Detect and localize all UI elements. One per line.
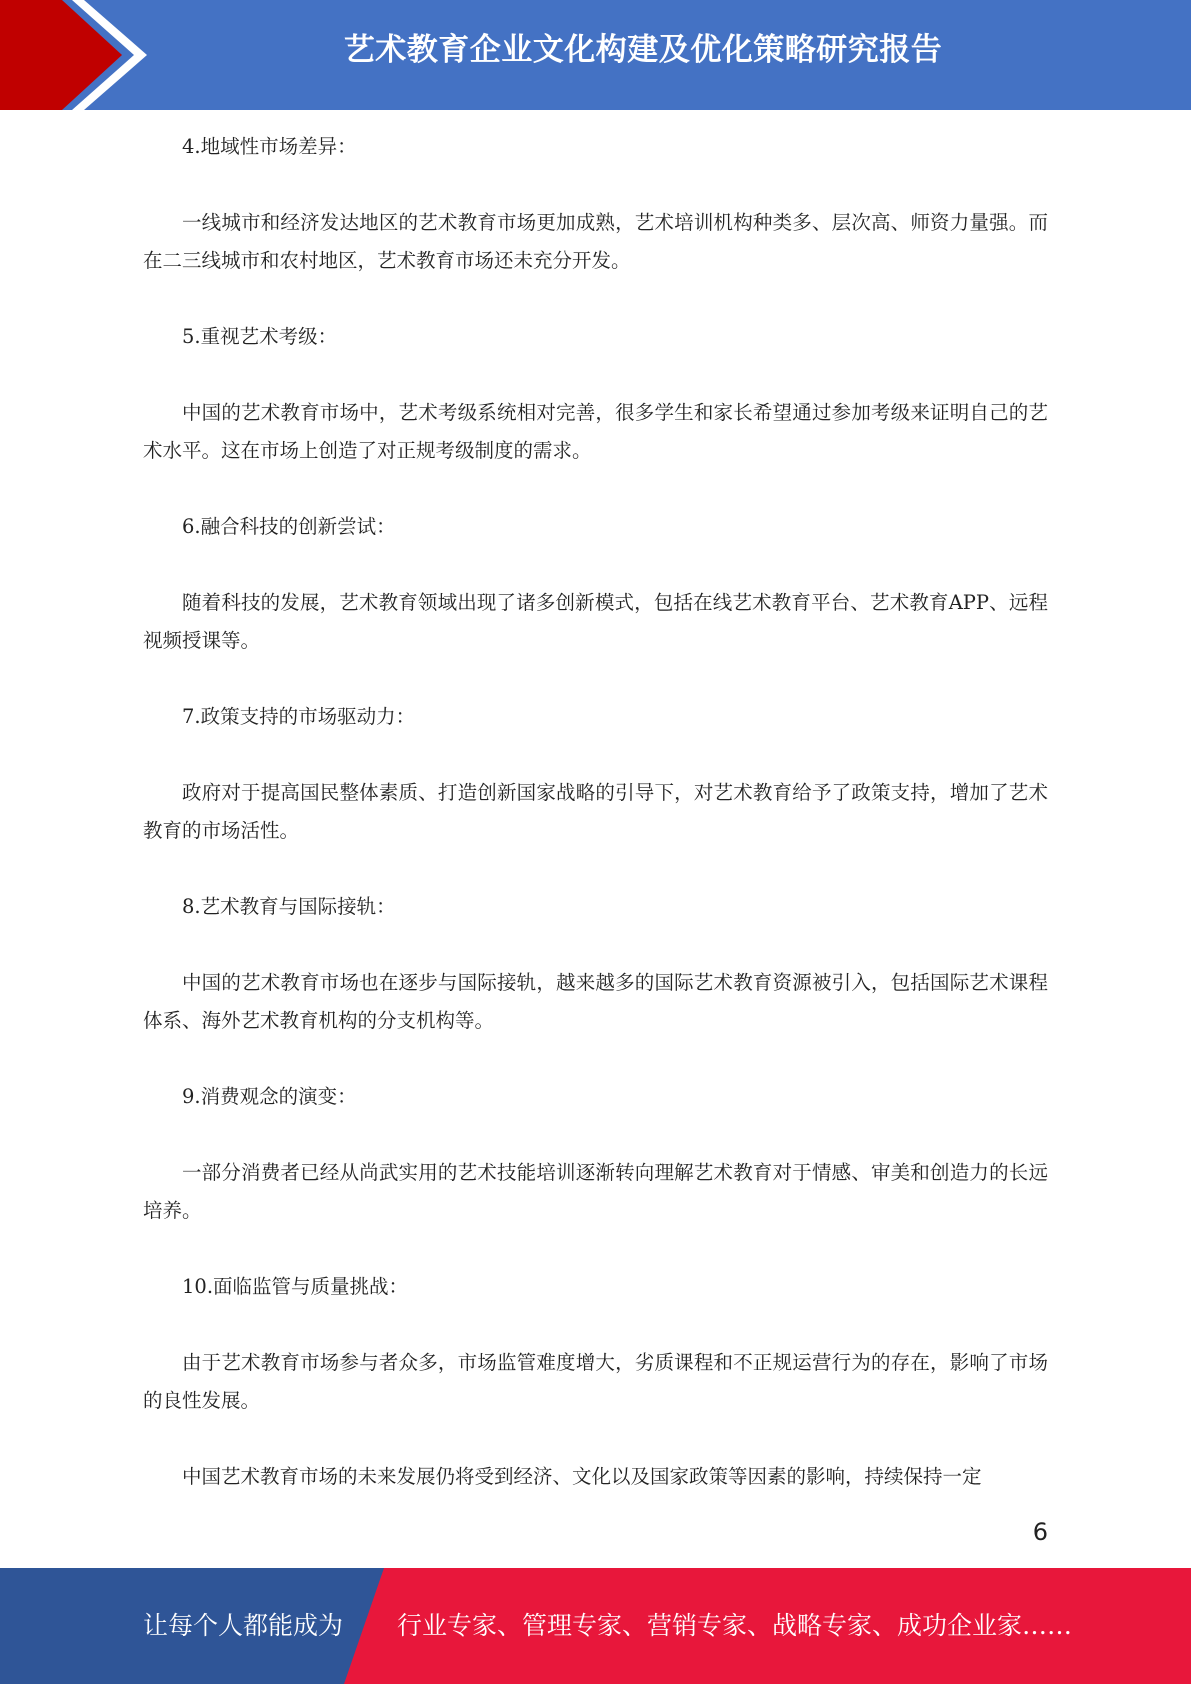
page-number: 6 bbox=[1032, 1518, 1048, 1546]
page-footer bbox=[0, 1568, 1191, 1684]
body-paragraph: 随着科技的发展，艺术教育领域出现了诸多创新模式，包括在线艺术教育平台、艺术教育APP、远程视频授课等。 bbox=[143, 591, 1048, 652]
body-paragraph: 中国的艺术教育市场中，艺术考级系统相对完善，很多学生和家长希望通过参加考级来证明自己的艺术水平。这在市场上创造了对正规考级制度的需求。 bbox=[143, 401, 1048, 462]
body-paragraph: 中国艺术教育市场的未来发展仍将受到经济、文化以及国家政策等因素的影响，持续保持一定 bbox=[182, 1465, 982, 1488]
section-heading: 5.重视艺术考级： bbox=[182, 325, 338, 348]
body-paragraph: 政府对于提高国民整体素质、打造创新国家战略的引导下，对艺术教育给予了政策支持，增加了艺术教育的市场活性。 bbox=[143, 781, 1048, 842]
section-heading: 10.面临监管与质量挑战： bbox=[182, 1275, 409, 1298]
section-heading: 4.地域性市场差异： bbox=[182, 135, 357, 158]
section-heading: 9.消费观念的演变： bbox=[182, 1085, 357, 1108]
page-header bbox=[0, 0, 1191, 110]
report-title: 艺术教育企业文化构建及优化策略研究报告 bbox=[343, 32, 943, 68]
document-body bbox=[143, 128, 1048, 1534]
body-paragraph: 中国的艺术教育市场也在逐步与国际接轨，越来越多的国际艺术教育资源被引入，包括国际艺术课程体系、海外艺术教育机构的分支机构等。 bbox=[143, 971, 1048, 1032]
footer-slogan-left: 让每个人都能成为 bbox=[143, 1611, 344, 1640]
body-paragraph: 一线城市和经济发达地区的艺术教育市场更加成熟，艺术培训机构种类多、层次高、师资力量强。而在二三线城市和农村地区，艺术教育市场还未充分开发。 bbox=[143, 211, 1048, 272]
body-paragraph: 由于艺术教育市场参与者众多，市场监管难度增大，劣质课程和不正规运营行为的存在，影响了市场的良性发展。 bbox=[143, 1351, 1048, 1412]
section-heading: 7.政策支持的市场驱动力： bbox=[182, 705, 416, 728]
section-heading: 8.艺术教育与国际接轨： bbox=[182, 895, 396, 918]
section-heading: 6.融合科技的创新尝试： bbox=[182, 515, 396, 538]
body-paragraph: 一部分消费者已经从尚武实用的艺术技能培训逐渐转向理解艺术教育对于情感、审美和创造力的长远培养。 bbox=[143, 1161, 1048, 1222]
footer-slogan-right: 行业专家、管理专家、营销专家、战略专家、成功企业家…… bbox=[397, 1611, 1073, 1640]
